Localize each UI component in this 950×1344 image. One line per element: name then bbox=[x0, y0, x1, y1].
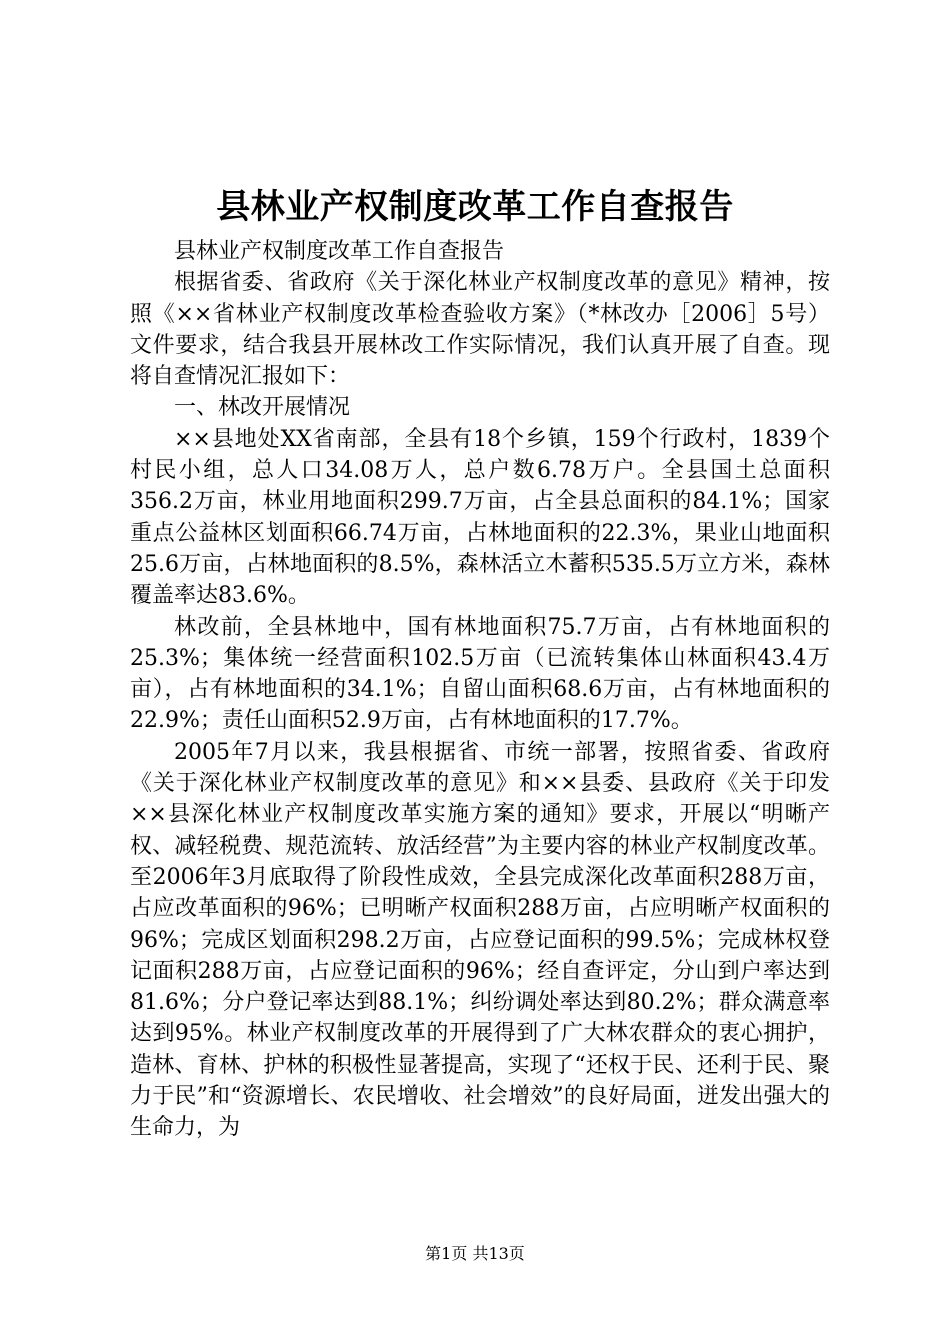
body-paragraph-intro: 根据省委、省政府《关于深化林业产权制度改革的意见》精神，按照《××省林业产权制度改革检查验收方案》（*林改办［2006］5号）文件要求，结合我县开展林改工作实际情况，我们认真开展了自查。现将自查情况汇报如下： bbox=[130, 270, 830, 390]
document-body bbox=[130, 236, 830, 1144]
document-title: 县林业产权制度改革工作自查报告 bbox=[216, 187, 734, 227]
body-paragraph-pre-reform: 林改前，全县林地中，国有林地面积75.7万亩，占有林地面积的25.3%；集体统一经营面积102.5万亩（已流转集体山林面积43.4万亩），占有林地面积的34.1%；自留山面积68.6万亩，占有林地面积的22.9%；责任山面积52.9万亩，占有林地面积的17.7%。 bbox=[130, 614, 830, 734]
page-footer: 第1页 共13页 bbox=[425, 1244, 525, 1263]
body-paragraph-subtitle: 县林业产权制度改革工作自查报告 bbox=[174, 239, 505, 264]
body-paragraph-reform-progress: 2005年7月以来，我县根据省、市统一部署，按照省委、省政府《关于深化林业产权制度改革的意见》和××县委、县政府《关于印发××县深化林业产权制度改革实施方案的通知》要求，开展以“明晰产权、减轻税费、规范流转、放活经营”为主要内容的林业产权制度改革。至2006年3月底取得了阶段性成效，全县完成深化改革面积288万亩，占应改革面积的96%；已明晰产权面积288万亩，占应明晰产权面积的96%；完成区划面积298.2万亩，占应登记面积的99.5%；完成林权登记面积288万亩，占应登记面积的96%；经自查评定，分山到户率达到81.6%；分户登记率达到88.1%；纠纷调处率达到80.2%；群众满意率达到95%。林业产权制度改革的开展得到了广大林农群众的衷心拥护，造林、育林、护林的积极性显著提高，实现了“还权于民、还利于民、聚力于民”和“资源增长、农民增收、社会增效”的良好局面，迸发出强大的生命力，为 bbox=[130, 739, 830, 1141]
body-paragraph-county-overview: ××县地处XX省南部，全县有18个乡镇，159个行政村，1839个村民小组，总人口34.08万人，总户数6.78万户。全县国土总面积356.2万亩，林业用地面积299.7万亩，占全县总面积的84.1%；国家重点公益林区划面积66.74万亩，占林地面积的22.3%，果业山地面积25.6万亩，占林地面积的8.5%，森林活立木蓄积535.5万立方米，森林覆盖率达83.6%。 bbox=[130, 426, 830, 609]
section-heading-1: 一、林改开展情况 bbox=[174, 395, 351, 421]
